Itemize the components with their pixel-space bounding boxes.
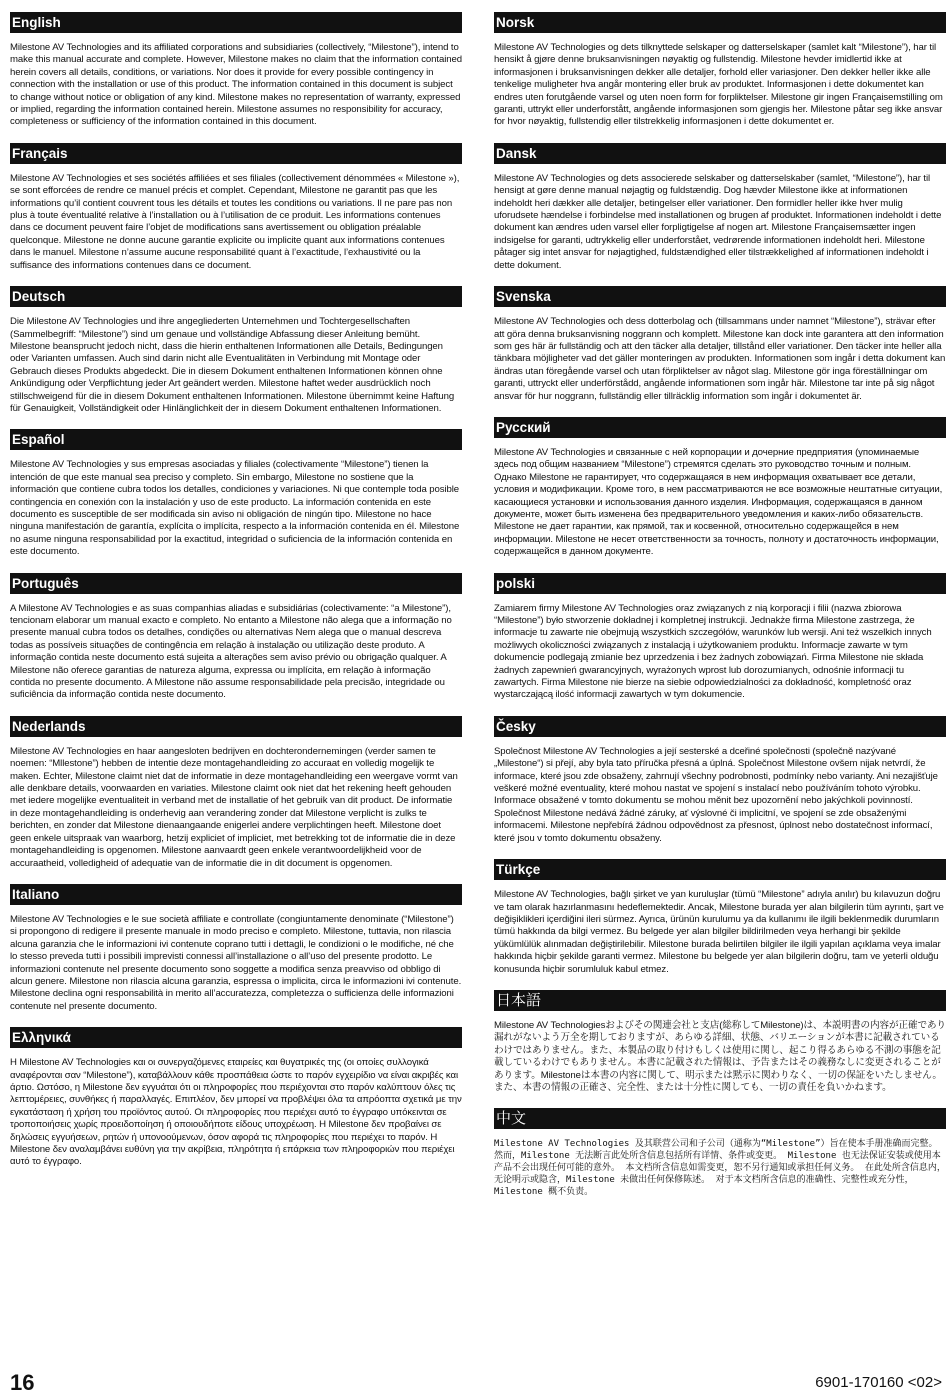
section-francais [10,143,462,272]
section-chinese [494,1108,946,1198]
section-turkce [494,859,946,976]
page-number: 16 [10,1370,35,1395]
section-text: Milestone AV Technologies, bağlı şirket ve yan kuruluşlar (tümü “Milestone” adıyla anılır) bu kılavuzun doğru ve tam olarak hazırlanmasını hedeflemektedir. Ancak, Milestone burada yer alan bilgilerin tüm ayrıntı, şart ve değişiklikleri içerdiğini ileri sürmez. Ayrıca, ürünün kurulumu ya da kullanımı ile ilgili beklenmedik durumların tümü hakkında da bilgi vermez. Bu belgede yer alan bilgiler bildirilmeden veya herhangi bir şekilde yükümlülük alınmadan değiştirilebilir. Milestone burada belirtilen bilgiler ile ilgili yapılan açıklama veya imalar hakkında hiçbir şekilde garanti vermez. Milestone bu belgede yer alan bilgilerin doğru, tam ve yeterli olduğu konusunda hiçbir sorumluluk kabul etmez. [494,889,944,975]
section-polski [494,573,946,702]
section-portugues [10,573,462,702]
section-text: Die Milestone AV Technologies und ihre angegliederten Unternehmen und Tochtergesellschaften (Sammelbegriff: “Milestone”) sind um genaue und vollständige Abfassung dieser Anleitung bemüht. Milestone beansprucht jedoch nicht, dass die hierin enthaltenen Informationen alle Details, Bedingungen oder Varianten umfassen. Auch sind darin nicht alle Eventualitäten in Verbindung mit Montage oder Gebrauch dieses Produkts abgedeckt. Die in diesem Dokument enthaltenen Informationen können ohne Ankündigung oder Verpflichtung jeder Art geändert werden. Milestone haftet weder ausdrücklich noch stillschweigend für die in diesem Dokument enthaltenen Informationen. Milestone übernimmt keine Haftung für Genauigkeit, Vollständigkeit oder Hinlänglichkeit der in diesem Dokument enthaltenen Informationen. [10,316,455,414]
section-text: Milestone AV Technologiesおよびその関連会社と支店(総称してMilestone)は、本説明書の内容が正確であり漏れがないよう万全を期しておりますが、あらゆる詳細、状態、バリエーションが本書に記載されているわけではありません。また、本製品の取り付けもしくは使用に関し、起こり得るあらゆる不測の事態を記載しているわけでもありません。本書に記載された情報は、予告またはその義務なしに変更されることがあります。Milestoneは本書の内容に関して、明示または黙示に関わりなく、一切の保証をいたしません。また、本書の情報の正確さ、完全性、または十分性に関しても、一切の責任を負いかねます。 [494,1019,946,1093]
section-title: 中文 [494,1108,946,1129]
section-title: Svenska [494,286,946,307]
section-title: Français [10,143,462,164]
document-code: 6901-170160 <02> [815,1374,942,1391]
right-column [494,12,946,1212]
section-text: Milestone AV Technologies e le sue società affiliate e controllate (congiuntamente denominate (“Milestone”) si propongono di redigere il presente manuale in modo preciso e completo. Milestone, tuttavia, non rilascia alcuna garanzia che le informazioni ivi contenute coprano tutti i dettagli, le condizioni o le modifiche, né che lo stesso preveda tutti i possibili imprevisti connessi all’installazione o all’uso del presente prodotto. Le informazioni contenute nel presente documento sono soggette a modifica senza preavviso od obbligo di alcun genere. Milestone non rilascia alcuna garanzia, espressa o implicita, circa le informazioni ivi contenute. Milestone declina ogni responsabilità in merito all’accuratezza, completezza o sufficienza delle informazioni contenute nel presente documento. [10,913,462,1012]
section-russian [494,417,946,559]
section-japanese [494,990,946,1094]
section-text: Zamiarem firmy Milestone AV Technologies oraz związanych z nią korporacji i filii (nazwa zbiorowa “Milestone”) było stworzenie dokładnej i kompletnej instrukcji. Jednakże firma Milestone zastrzega, że informacje tu zawarte nie obejmują wszystkich szczegółów, warunków lub wersji. Ani też wszelkich innych możliwych okoliczności związanych z instalacją i użytkowaniem produktu. Informacje zawarte w tym dokumencie podlegają zmianie bez uprzedzenia i bez żadnych zobowiązań. Firma Milestone nie składa żadnych zapewnień gwarancyjnych, wyrażonych wprost lub dorozumianych, odnośnie informacji tu zawartych. Firma Milestone nie bierze na siebie odpowiedzialności za dokładność, kompletność oraz wystarczającą ilość informacji zawartych w tym dokumencie. [494,602,932,701]
section-espanol [10,429,462,558]
section-title: Nederlands [10,716,462,737]
section-greek [10,1027,462,1169]
section-svenska [494,286,946,403]
section-text: Milestone AV Technologies og dets associerede selskaber og datterselskaber (samlet, “Milestone”), har til hensigt at gøre denne manual nøjagtig og fuldstændig. Dog hævder Milestone ikke at informationen indeholdt heri dækker alle detaljer, betingelser eller variationer. Den formidler heller ikke hver mulig uforudsete hændelse i forbindelse med installationen og brugen af produktet. Informationen indeholdt i dette dokument kan ændres uden varsel eller forpligtigelse af nogen art. Milestone Françaisemsætter ingen indsigelse for garanti, udtrykkelig eller underforstået, vedrørende informationen indeholdt heri. Milestone påtager sig intet ansvar for nøjagtighed, fuldstændighed eller tilstrækkelighed af informationen indeholdt i dette dokument. [494,172,942,271]
section-english [10,12,462,129]
section-title: Русский [494,417,946,438]
section-text: Milestone AV Technologies og dets tilknyttede selskaper og datterselskaper (samlet kalt “Milestone”), har til hensikt å gjøre denne bruksanvisningen nøyaktig og fullstendig. Milestone hevder imidlertid ikke at informasjonen i bruksanvisningen dekker alle detaljer, forhold eller variasjoner. Den dekker heller ikke alle tenkelige muligheter hva angår montering eller bruk av produktet. Informasjonen i dette dokumentet kan endres uten forutgående varsel og uten noen form for forpliktelser. Milestone gir ingen Françaisemstilling om garanti, uttrykt eller underforstått, angående informasjonen som gjengis her. Milestone påtar seg ikke ansvar for hvor nøyaktig, fullstendig eller tilstrekkelig informasjonen i dette dokumentet er. [494,42,943,128]
section-text: Milestone AV Technologies och dess dotterbolag och (tillsammans under namnet “Milestone”), strävar efter att göra denna bruksanvisning noggrann och komplett. Milestone kan dock inte garantera att den information som ges här är fullständig och att den täcker alla detaljer, tillstånd eller variationer. Den täcker inte heller alla tänkbara möjligheter vad det gäller monteringen av produkten. Informationen som ingår i detta dokument kan ändras utan föregående varsel och utan förpliktelser av något slag. Milestone gör inga föreställningar om garanti, uttryckt eller underförstådd, angående informationen som ingår här. Milestone tar inte på sig något ansvar för hur noggrann, fullständig eller tillräcklig information som ingår i dokumentet är. [494,316,946,402]
section-title: English [10,12,462,33]
section-text: Společnost Milestone AV Technologies a její sesterské a dceřiné společnosti (společně nazývané „Milestone“) si přejí, aby byla tato příručka přesná a úplná. Společnost Milestone ovšem nijak netvrdí, že informace, které jsou zde obsaženy, zahrnují všechny podrobnosti, podmínky nebo varianty. Ani nezajišťuje veškeré možné eventuality, které mohou nastat ve spojení s instalací nebo používáním tohoto výrobku. Informace obsažené v tomto dokumentu se mohou měnit bez upozornění nebo jakýchkoli povinností. Společnost Milestone nedává žádné záruky, ať výslovné či implicitní, ve spojení se zde obsaženými informacemi. Milestone nepřebírá žádnou odpovědnost za přesnost, úplnost nebo dostatečnost informací, které jsou v tomto dokumentu obsaženy. [494,745,938,844]
section-title: Deutsch [10,286,462,307]
section-italiano [10,884,462,1013]
section-text: Η Milestone AV Technologies και οι συνεργαζόμενες εταιρείες και θυγατρικές της (οι οποίες συλλογικά αναφέρονται σαν “Milestone”), καταβάλλουν κάθε προσπάθεια ώστε το παρόν εγχειρίδιο να είναι ακριβές και άρτιο. Ωστόσο, η Milestone δεν εγγυάται ότι οι πληροφορίες που περιέχονται στο παρόν καλύπτουν όλες τις λεπτομέρειες, συνθήκες ή παραλλαγές. Επιπλέον, δεν μπορεί να προβλέψει όλα τα απρόοπτα σχετικά με την εγκατάσταση ή χρήση του προϊόντος αυτού. Οι πληροφορίες που περιέχει αυτό το έγγραφο υπόκεινται σε τροποποιήσεις χωρίς προειδοποίηση ή οποιουδήποτε είδους υποχρέωση. Η Milestone δεν προβαίνει σε δηλώσεις εγγυήσεων, ρητών ή υπονοούμενων, όσον αφορά τις πληροφορίες που περιέχει το παρόν. Η Milestone δεν αναλαμβάνει ευθύνη για την ακρίβεια, πληρότητα ή επάρκεια των πληροφοριών που περιέχει αυτό το έγγραφο. [10,1057,462,1168]
section-title: Español [10,429,462,450]
section-title: Português [10,573,462,594]
section-text: Milestone AV Technologies en haar aangesloten bedrijven en dochterondernemingen (verder samen te noemen: “Mllestone”) hebben de intentie deze montagehandleiding zo accuraat en volledig mogelijk te maken. Echter, Milestone claimt niet dat de informatie in deze montagehandleiding een weergave vormt van alle denkbare details, voorwaarden en variaties. Milestone claimt ook niet dat het rekening heeft gehouden met iedere mogelijke eventualiteit in verband met de installatie of het gebruik van dit product. De informatie in deze montagehandleiding is onderhevig aan verandering zonder dat Milestone verplicht is zulks te berichten, en zonder dat Milestone dienaangaande enigerlei andere verplichtingen heeft. Milestone doet geen enkele uitspraak van waarborg, hetzij expliciet of impliciet, met betrekking tot de informatie die in deze montagehandleiding is opgenomen. Milestone aanvaardt geen enkele verantwoordelijkheid voor de accuraatheid, volledigheid of adequatie van de informatie die in dit document is opgenomen. [10,745,458,869]
section-title: Ελληνικά [10,1027,462,1048]
section-title: Dansk [494,143,946,164]
section-cesky [494,716,946,845]
section-text: Milestone AV Technologies y sus empresas asociadas y filiales (colectivamente “Milestone”) tienen la intención de que este manual sea preciso y completo. Sin embargo, Milestone no sostiene que la información que contiene cubra todos los detalles, condiciones y variaciones. Ni que contemple toda posible contingencia en conexión con la instalación y uso de este producto. La información contenida en este documento es susceptible de ser modificada sin aviso ni obligación de ningún tipo. Milestone no hace ninguna manifestación de garantía, explícita o implícita, respecto a la información contenida en él. Milestone no asume ninguna responsabilidad por la exactitud, integridad o suficiencia de la información contenida en este documento. [10,459,460,558]
section-text: Milestone AV Technologies и связанные с ней корпорации и дочерние предприятия (упоминаемые здесь под общим названием “Milestone”) стремятся сделать это руководство точным и полным. Однако Milestone не гарантирует, что содержащаяся в нем информация охватывает все детали, условия и модификации. Кроме того, в нем рассматриваются не все возможные нештатные ситуации, касающиеся установки и использования данного изделия. Информация, содержащаяся в данном документе, может быть изменена без предварительного уведомления и каких-либо обязательств. Milestone не дает гарантии, как прямой, так и косвенной, относительно содержащейся в нем информации. Milestone не несет ответственности за точность, полноту и достаточность информации, содержащейся в данном документе. [494,446,943,558]
section-title: 日本語 [494,990,946,1011]
section-title: Česky [494,716,946,737]
section-dansk [494,143,946,272]
section-title: Türkçe [494,859,946,880]
section-deutsch [10,286,462,415]
section-nederlands [10,716,462,870]
section-title: Italiano [10,884,462,905]
section-text: Milestone AV Technologies and its affiliated corporations and subsidiaries (collectively, “Milestone”), intend to make this manual accurate and complete. However, Milestone makes no claim that the information contained herein covers all details, conditions, or variations. Nor does it provide for every possible contingency in connection with the installation or use of this product. The information contained in this document is subject to change without notice or obligation of any kind. Milestone makes no representation of warranty, expressed or implied, regarding the information contained herein. Milestone assumes no responsibility for accuracy, completeness or sufficiency of the information contained in this document. [10,42,462,128]
section-text: Milestone AV Technologies et ses sociétés affiliées et ses filiales (collectivement dénommées « Milestone »), se sont efforcées de rendre ce manuel précis et complet. Cependant, Milestone ne garantit pas que les informations qu’il contient couvrent tous les détails et toutes les conditions ou variations. Il ne pare pas non plus à toute éventualité relative à l’installation ou à l’utilisation de ce produit. Les informations contenues dans ce document peuvent faire l’objet de modifications sans avertissement ou obligation préalable quelconque. Milestone ne donne aucune garantie explicite ou implicite quant aux informations contenues dans le manuel. Milestone n’assume aucune responsabilité quant à l’exactitude, l’exhaustivité ou la suffisance des informations contenues dans ce document. [10,172,460,271]
section-title: Norsk [494,12,946,33]
section-title: polski [494,573,946,594]
section-norsk [494,12,946,129]
section-text: A Milestone AV Technologies e as suas companhias aliadas e subsidiárias (colectivamente: “a Milestone”), tencionam elaborar um manual exacto e completo. No entanto a Milestone não alega que a informação no presente manual cubra todos os detalhes, condições ou alternativas Nem alega que o manual descreva todas as possíveis situações de contingência em relação à instalação ou utilização deste produto. A informação contida neste documento está sujeita a alterações sem aviso prévio ou obrigação qualquer. A Milestone não oferece garantias de natureza alguma, expressa ou implícita, em relação à informação contida no presente documento. A Milestone não assume responsabilidade pela precisão, integridade ou suficiência da informação contida neste documento. [10,602,452,701]
left-column [10,12,462,1183]
section-text: Milestone AV Technologies 及其联营公司和子公司（通称为“Milestone”）旨在使本手册准确而完整。 然而，Milestone 无法断言此处所含信息包括所有详情、条件或变更。 Milestone 也无法保证安装或使用本产品不会出现任何可能的意外。 本文档所含信息如需变更，恕不另行通知或承担任何义务。 在此处所含信息内，无论明示或隐含，Milestone 未做出任何保修陈述。 对于本文档所含信息的准确性、完整性或充分性，Milestone 概不负责。 [494,1139,946,1198]
